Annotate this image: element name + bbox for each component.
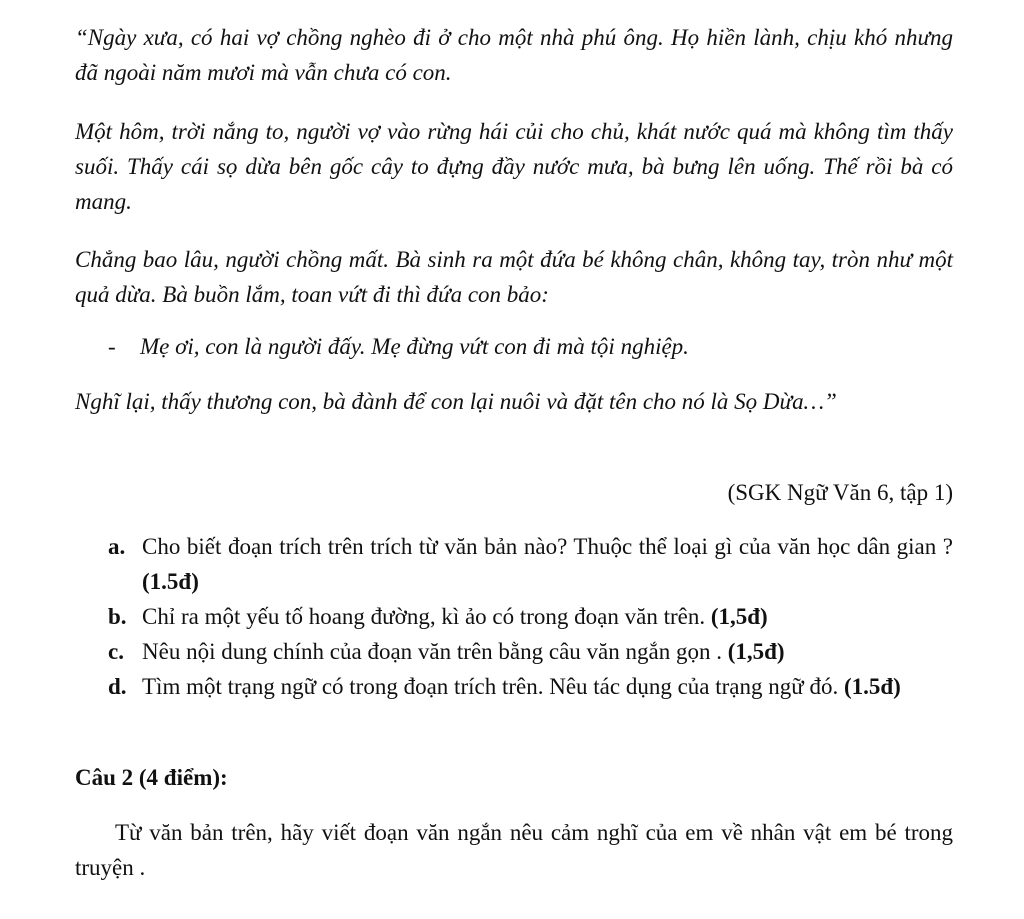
question-text: Nêu nội dung chính của đoạn văn trên bằng câu văn ngắn gọn .	[142, 639, 722, 664]
question-points: (1.5đ)	[142, 569, 199, 594]
question-marker: d.	[108, 674, 127, 699]
source-citation: (SGK Ngữ Văn 6, tập 1)	[727, 480, 953, 505]
question-marker: b.	[108, 604, 127, 629]
question-d	[108, 669, 953, 704]
question-b	[108, 599, 953, 634]
question-text: Cho biết đoạn trích trên trích từ văn bản nào? Thuộc thể loại gì của văn học dân gian ?	[142, 534, 953, 559]
question-points: (1.5đ)	[843, 674, 901, 699]
question-points: (1,5đ)	[710, 604, 768, 629]
dialogue-text: Mẹ ơi, con là người đấy. Mẹ đừng vứt con đi mà tội nghiệp.	[140, 334, 689, 359]
passage-paragraph-1: “Ngày xưa, có hai vợ chồng nghèo đi ở cho một nhà phú ông. Họ hiền lành, chịu khó nhưng đã ngoài năm mươi mà vẫn chưa có con.	[75, 25, 953, 85]
question-text: Tìm một trạng ngữ có trong đoạn trích trên. Nêu tác dụng của trạng ngữ đó.	[142, 674, 844, 699]
dialogue-dash: -	[108, 334, 116, 359]
section-2-prompt: Từ văn bản trên, hãy viết đoạn văn ngắn nêu cảm nghĩ của em về nhân vật em bé trong truyện .	[75, 820, 953, 880]
dialogue-line	[108, 329, 689, 364]
question-points: (1,5đ)	[727, 639, 785, 664]
question-marker: a.	[108, 534, 126, 559]
question-c	[108, 634, 953, 669]
passage-paragraph-2: Một hôm, trời nắng to, người vợ vào rừng hái củi cho chủ, khát nước quá mà không tìm thấy suối. Thấy cái sọ dừa bên gốc cây to đựng đầy nước mưa, bà bưng lên uống. Thế rồi bà có mang.	[75, 119, 953, 214]
passage-paragraph-3: Chẳng bao lâu, người chồng mất. Bà sinh ra một đứa bé không chân, không tay, tròn như một quả dừa. Bà buồn lắm, toan vứt đi thì đứa con bảo:	[75, 247, 953, 307]
passage-paragraph-4: Nghĩ lại, thấy thương con, bà đành để con lại nuôi và đặt tên cho nó là Sọ Dừa…”	[75, 389, 837, 414]
section-2-heading: Câu 2 (4 điểm):	[75, 765, 228, 790]
question-text: Chỉ ra một yếu tố hoang đường, kì ảo có trong đoạn văn trên.	[142, 604, 706, 629]
question-marker: c.	[108, 639, 124, 664]
question-a	[108, 529, 953, 599]
